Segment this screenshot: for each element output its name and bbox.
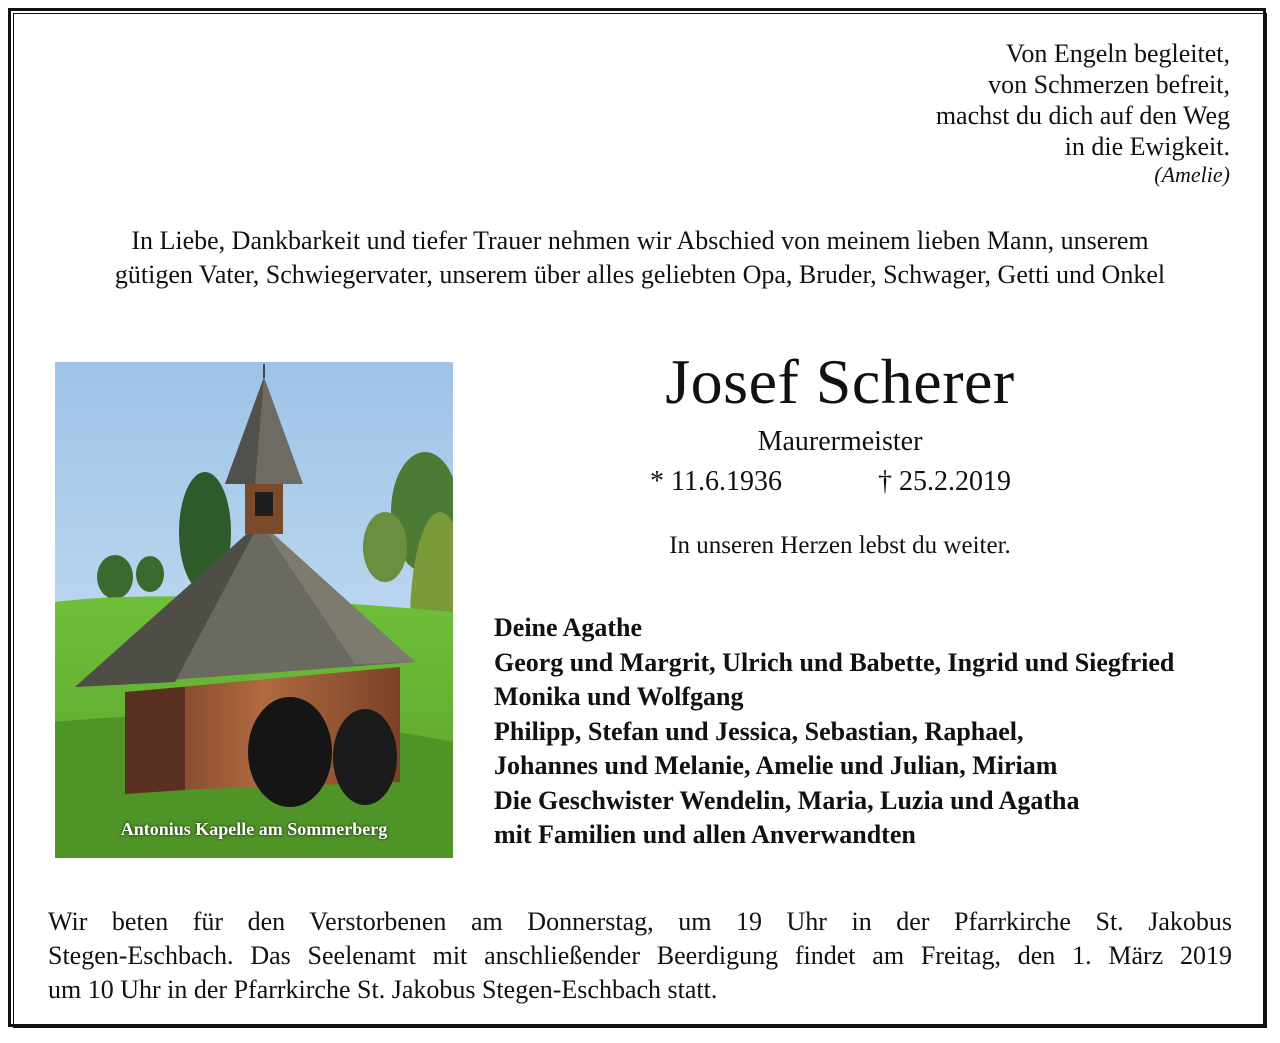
death-date: † 25.2.2019 bbox=[878, 466, 1011, 497]
chapel-illustration bbox=[55, 362, 453, 858]
deceased-profession: Maurermeister bbox=[757, 426, 923, 457]
mourner-line: Philipp, Stefan und Jessica, Sebastian, Raphael, bbox=[494, 716, 1024, 746]
mourner-line: Johannes und Melanie, Amelie und Julian, Miriam bbox=[494, 751, 1058, 780]
motto: In unseren Herzen lebst du weiter. bbox=[669, 532, 1011, 559]
closing-line: Wir beten für den Verstorbenen am Donnerstag, um 19 Uhr in der Pfarrkirche St. Jakobus bbox=[48, 907, 1232, 936]
poem-line: machst du dich auf den Weg bbox=[935, 101, 1230, 130]
deceased-name: Josef Scherer bbox=[665, 346, 1015, 417]
funeral-details bbox=[48, 905, 1232, 1007]
intro-line: In Liebe, Dankbarkeit und tiefer Trauer nehmen wir Abschied von meinem lieben Mann, unserem bbox=[131, 226, 1149, 255]
chapel-photo bbox=[55, 362, 453, 858]
mourner-line: mit Familien und allen Anverwandten bbox=[494, 820, 916, 849]
mourner-line: Die Geschwister Wendelin, Maria, Luzia und Agatha bbox=[494, 785, 1080, 815]
intro-line: gütigen Vater, Schwiegervater, unserem über alles geliebten Opa, Bruder, Schwager, Getti und Onkel bbox=[114, 260, 1166, 289]
poem-line: von Schmerzen befreit, bbox=[988, 70, 1230, 99]
mourner-line: Deine Agathe bbox=[494, 613, 643, 642]
intro-text bbox=[40, 224, 1240, 292]
poem-author: (Amelie) bbox=[1154, 162, 1230, 187]
mourners-list bbox=[494, 611, 1254, 853]
photo-caption: Antonius Kapelle am Sommerberg bbox=[120, 819, 388, 839]
mourner-line: Georg und Margrit, Ulrich und Babette, Ingrid und Siegfried bbox=[494, 647, 1175, 677]
poem bbox=[936, 38, 1230, 188]
poem-line: Von Engeln begleitet, bbox=[1005, 39, 1230, 68]
mourner-line: Monika und Wolfgang bbox=[494, 682, 744, 711]
poem-line: in die Ewigkeit. bbox=[1064, 132, 1230, 161]
birth-date: * 11.6.1936 bbox=[650, 466, 782, 497]
closing-line: um 10 Uhr in der Pfarrkirche St. Jakobus Stegen-Eschbach statt. bbox=[48, 975, 718, 1004]
closing-line: Stegen-Eschbach. Das Seelenamt mit anschließender Beerdigung findet am Freitag, den 1. März 2019 bbox=[48, 941, 1232, 970]
